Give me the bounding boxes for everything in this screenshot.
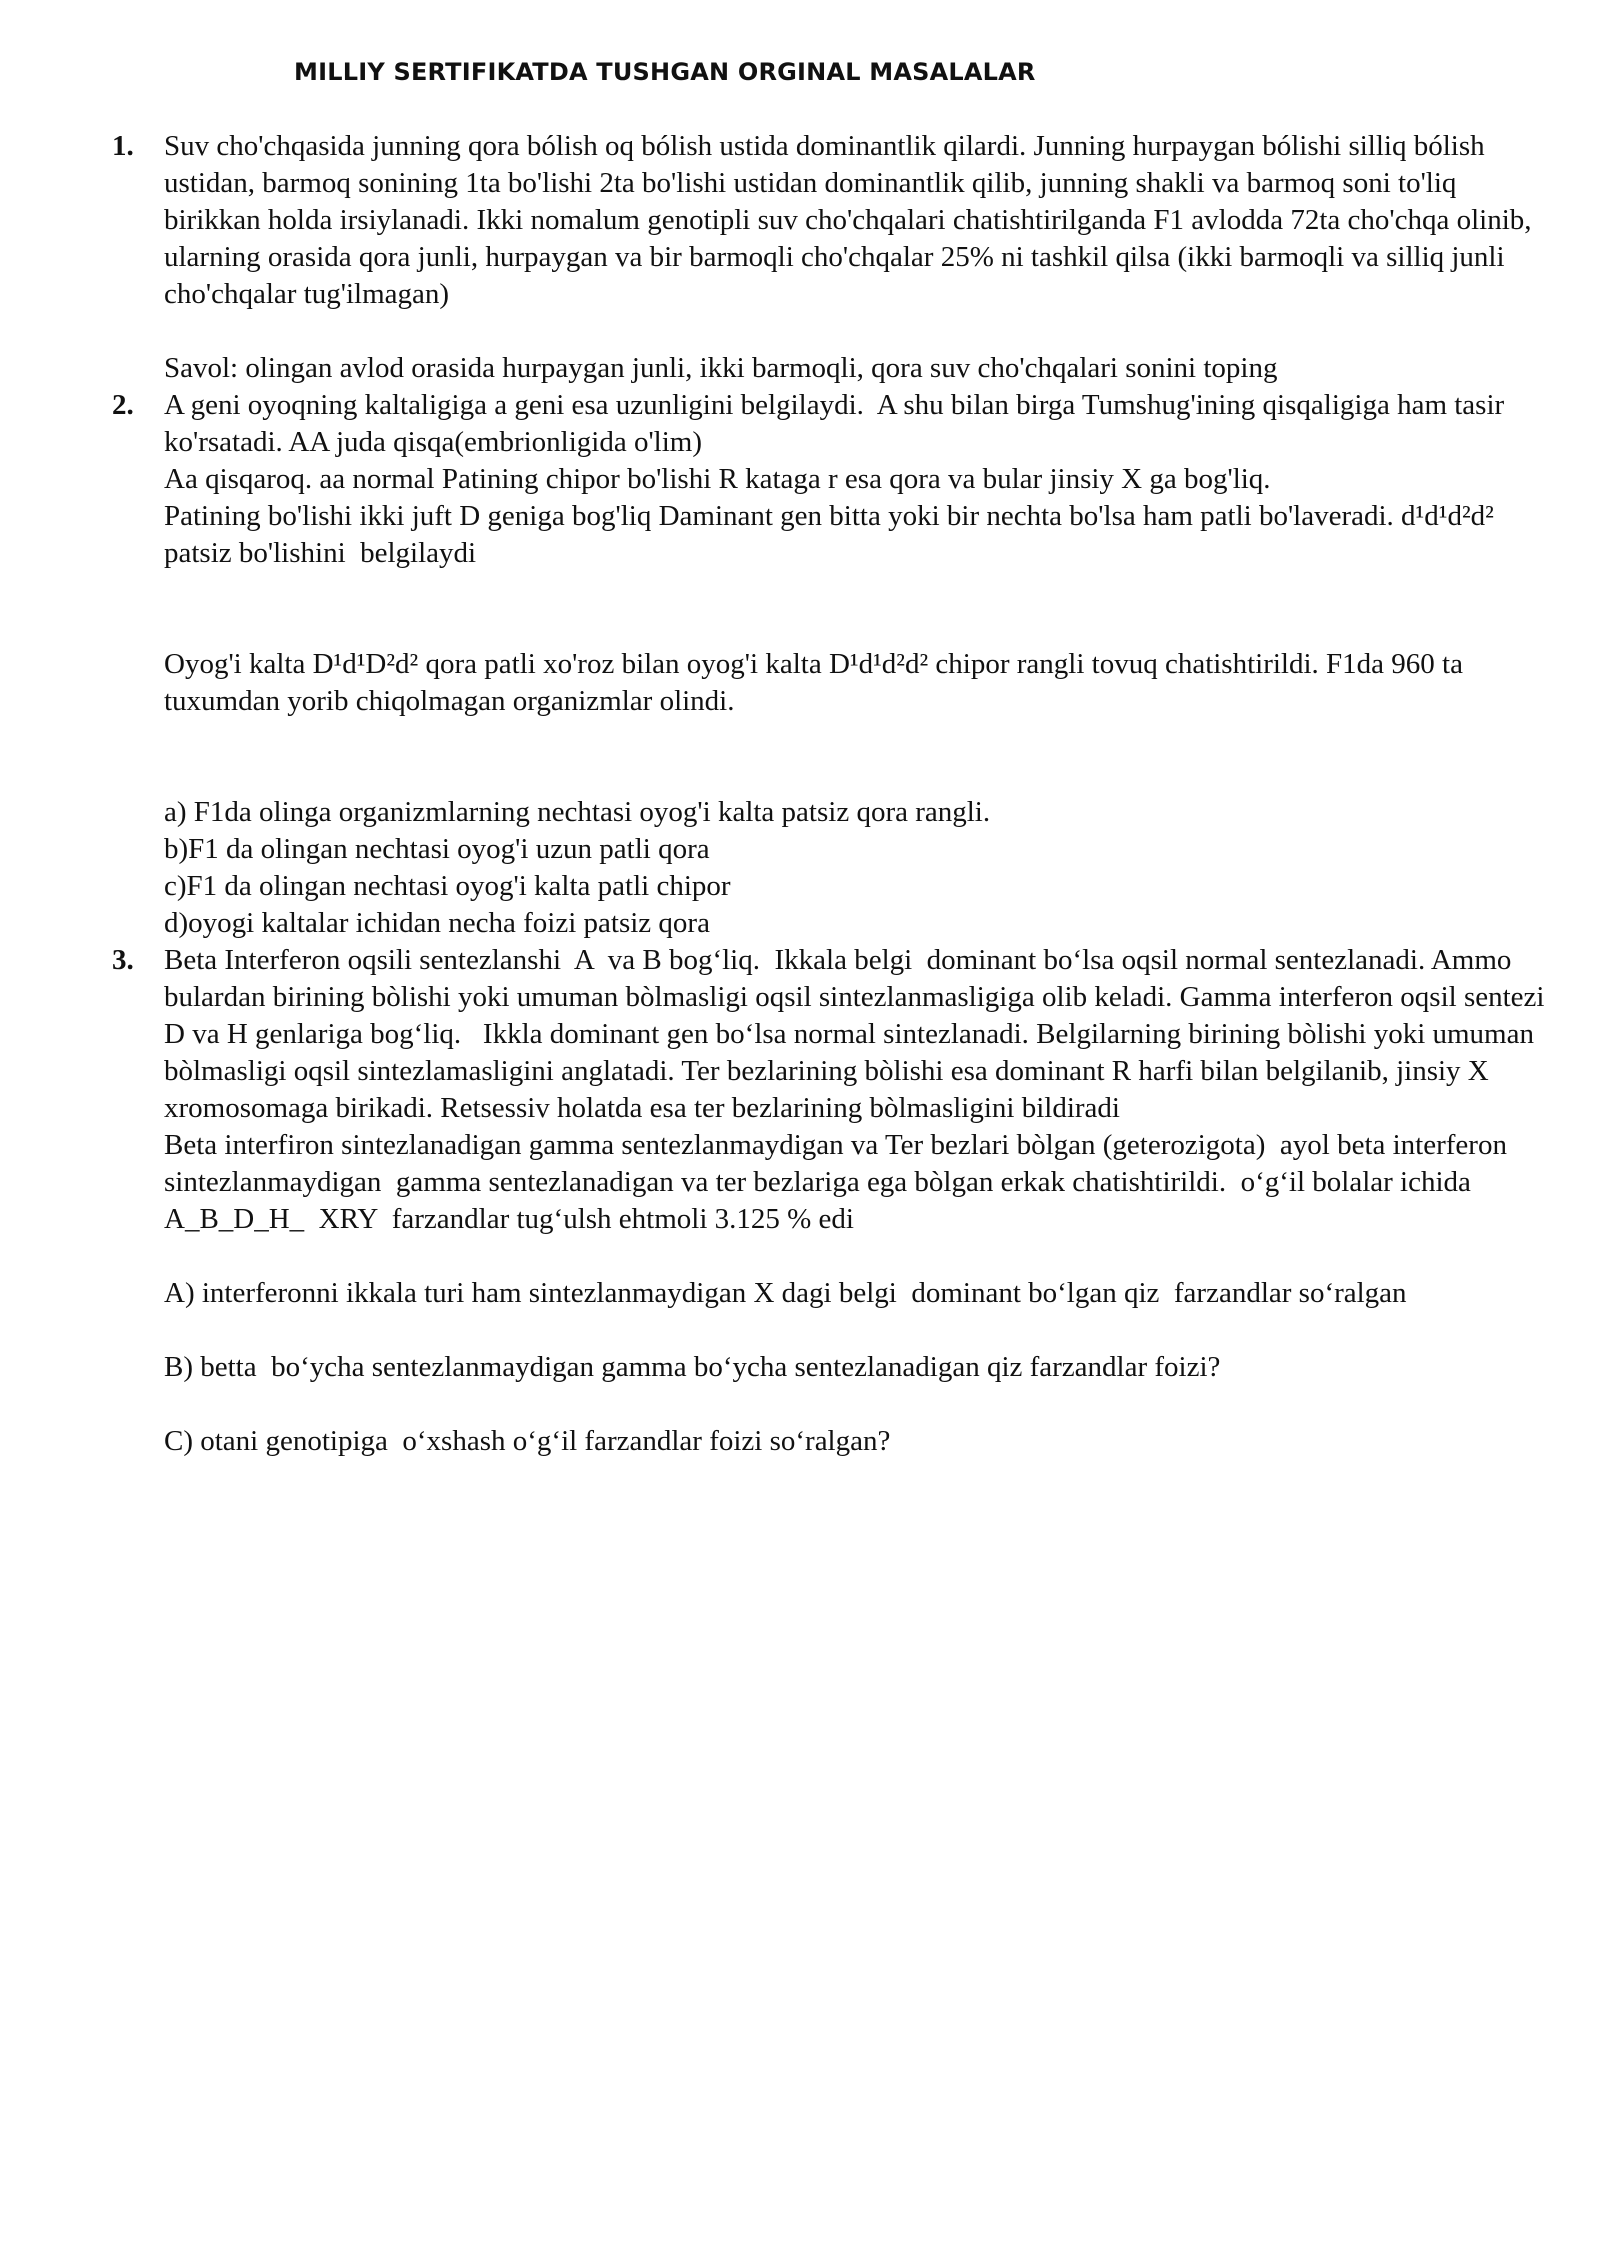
- question-item: d)oyogi kaltalar ichidan necha foizi patsiz qora: [164, 907, 710, 939]
- problem-body: [164, 387, 1552, 942]
- question-item: A) interferonni ikkala turi ham sintezlanmaydigan X dagi belgi dominant bo‘lgan qiz farzandlar so‘ralgan: [164, 1277, 1407, 1309]
- problem-1: [112, 128, 1552, 387]
- problem-question: Savol: olingan avlod orasida hurpaygan junli, ikki barmoqli, qora suv cho'chqalari sonini toping: [164, 352, 1278, 384]
- question-item: B) betta bo‘ycha sentezlanmaydigan gamma bo‘ycha sentezlanadigan qiz farzandlar foizi?: [164, 1351, 1221, 1383]
- problem-text: Patining bo'lishi ikki juft D geniga bog'liq Daminant gen bitta yoki bir nechta bo'lsa ham patli bo'laveradi. d¹d¹d²d² patsiz bo'lishini belgilaydi: [164, 500, 1502, 569]
- problem-text: Aa qisqaroq. aa normal Patining chipor bo'lishi R kataga r esa qora va bular jinsiy X ga bog'liq.: [164, 463, 1271, 495]
- question-item: b)F1 da olingan nechtasi oyog'i uzun patli qora: [164, 833, 710, 865]
- problem-text: A geni oyoqning kaltaligiga a geni esa uzunligini belgilaydi. A shu bilan birga Tumshug'ining qisqaligiga ham tasir ko'rsatadi. AA juda qisqa(embrionligida o'lim): [164, 389, 1512, 458]
- question-item: a) F1da olinga organizmlarning nechtasi oyog'i kalta patsiz qora rangli.: [164, 796, 991, 828]
- problem-3: [112, 942, 1552, 1460]
- page-title: MILLIY SERTIFIKATDA TUSHGAN ORGINAL MASALALAR: [294, 58, 1036, 86]
- problem-cross: Oyog'i kalta D¹d¹D²d² qora patli xo'roz bilan oyog'i kalta D¹d¹d²d² chipor rangli tovuq chatishtirildi. F1da 960 ta tuxumdan yorib chiqolmagan organizmlar olindi.: [164, 648, 1471, 717]
- problem-cross: Beta interfiron sintezlanadigan gamma sentezlanmaydigan va Ter bezlari bòlgan (geterozigota) ayol beta interferon sintezlanmaydigan gamma sentezlanadigan va ter bezlariga ega bòlgan erkak chatishtirildi. o‘g‘il bolalar ichida A_B_D_H_ XRY farzandlar tug‘ulsh ehtmoli 3.125 % edi: [164, 1129, 1515, 1235]
- problem-number: 3.: [112, 944, 134, 976]
- problem-text: Suv cho'chqasida junning qora bólish oq bólish ustida dominantlik qilardi. Junning hurpaygan bólishi silliq bólish ustidan, barmoq sonining 1ta bo'lishi 2ta bo'lishi ustidan dominantlik qilib, junning shakli va barmoq soni to'liq birikkan holda irsiylanadi. Ikki nomalum genotipli suv cho'chqalari chatishtirilganda F1 avlodda 72ta cho'chqa olinib, ularning orasida qora junli, hurpaygan va bir barmoqli cho'chqalar 25% ni tashkil qilsa (ikki barmoqli va silliq junli cho'chqalar tug'ilmagan): [164, 130, 1539, 310]
- question-item: C) otani genotipiga o‘xshash o‘g‘il farzandlar foizi so‘ralgan?: [164, 1425, 891, 1457]
- problem-body: [164, 942, 1552, 1460]
- problem-text: Beta Interferon oqsili sentezlanshi A va B bog‘liq. Ikkala belgi dominant bo‘lsa oqsil normal sentezlanadi. Ammo bulardan birining bòlishi yoki umuman bòlmasligi oqsil sintezlanmasligiga olib keladi. Gamma interferon oqsil sentezi D va H genlariga bog‘liq. Ikkla dominant gen bo‘lsa normal sintezlanadi. Belgilarning birining bòlishi yoki umuman bòlmasligi oqsil sintezlamasligini anglatadi. Ter bezlarining bòlishi esa dominant R harfi bilan belgilanib, jinsiy X xromosomaga birikadi. Retsessiv holatda esa ter bezlarining bòlmasligini bildiradi: [164, 944, 1552, 1124]
- problem-number: 2.: [112, 389, 134, 421]
- problem-2: [112, 387, 1552, 942]
- question-item: c)F1 da olingan nechtasi oyog'i kalta patli chipor: [164, 870, 731, 902]
- problem-number: 1.: [112, 130, 134, 162]
- problem-body: [164, 128, 1552, 387]
